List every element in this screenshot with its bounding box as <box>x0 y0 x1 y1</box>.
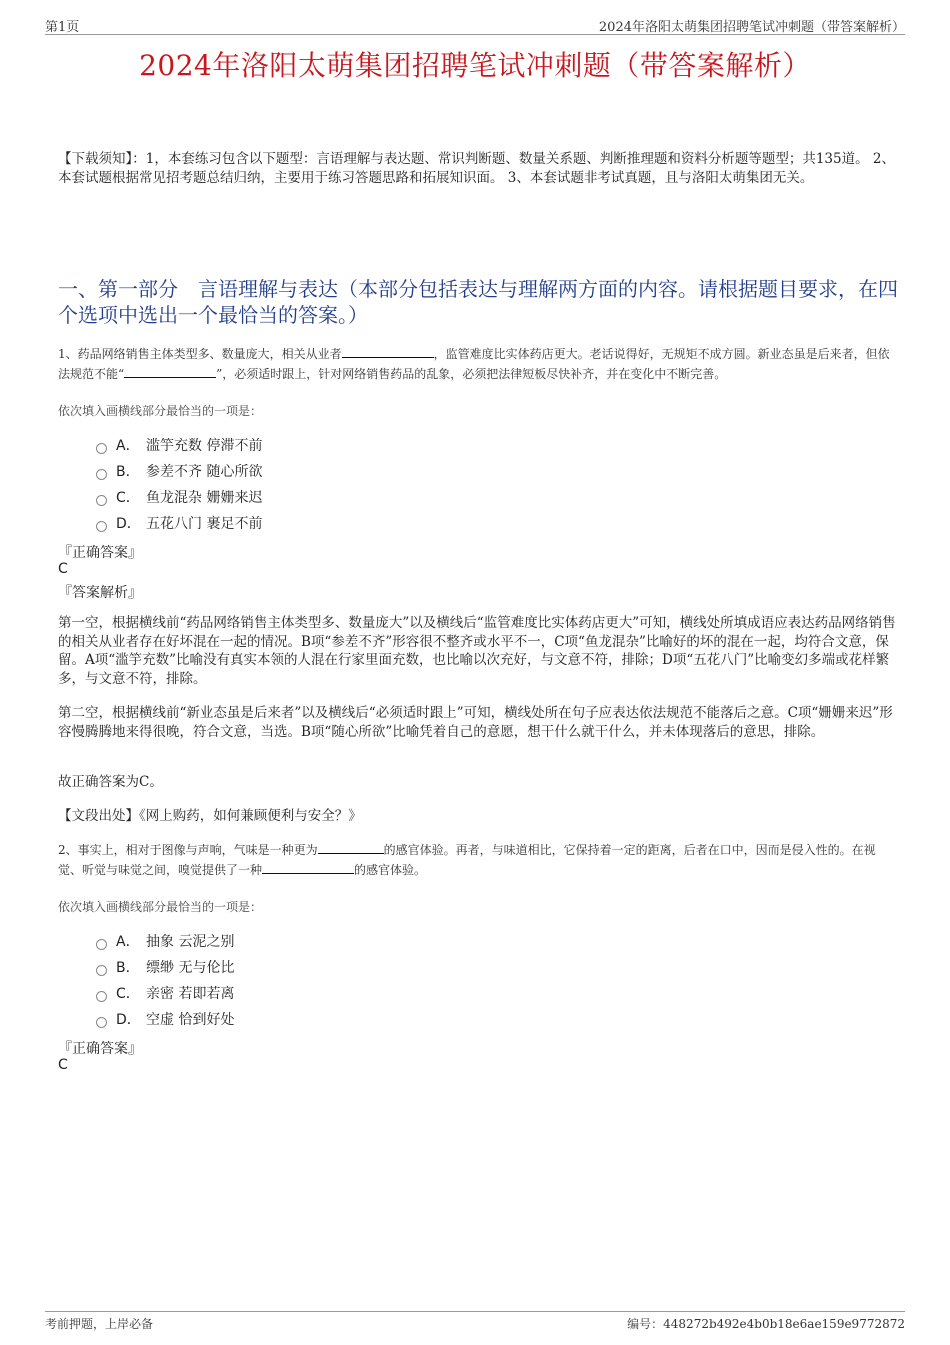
header-doc-title: 2024年洛阳太萌集团招聘笔试冲刺题（带答案解析） <box>598 20 905 35</box>
correct-answer: C <box>58 561 68 577</box>
option-c[interactable]: C． 鱼龙混杂 姗姗来迟 <box>96 484 262 510</box>
radio-button[interactable] <box>96 469 107 480</box>
correct-answer: C <box>58 1057 68 1073</box>
option-a[interactable]: A． 滥竽充数 停滞不前 <box>96 432 262 458</box>
radio-button[interactable] <box>96 991 107 1002</box>
section-heading: 一、第一部分 言语理解与表达（本部分包括表达与理解两方面的内容。请根据题目要求，在四个选项中选出一个最恰当的答案。） <box>58 277 898 327</box>
page-footer <box>45 1311 905 1331</box>
option-b[interactable]: B． 缥缈 无与伦比 <box>96 954 234 980</box>
footer-slogan: 考前押题，上岸必备 <box>45 1317 154 1331</box>
question-2-text: 2、事实上，相对于图像与声响，气味是一种更为 的感官体验。再者，与味道相比，它保持着一定的距离，后者在口中，因而是侵入性的。在视觉、听觉与味觉之间，嗅觉提供了一种 的感官体验。 <box>58 843 876 877</box>
option-a[interactable]: A． 抽象 云泥之别 <box>96 928 234 954</box>
page-header <box>45 14 905 35</box>
document-id: 编号：448272b492e4b0b18e6ae159e9772872 <box>627 1317 905 1331</box>
question-2-options <box>96 928 234 1032</box>
question-1-options <box>96 432 262 536</box>
analysis-paragraph-1: 第一空，根据横线前“药品网络销售主体类型多、数量庞大”以及横线后“监管难度比实体药店更大”可知，横线处所填成语应表达药品网络销售的相关从业者存在好坏混在一起的情况。B项“参差不齐”形容很不整齐或水平不一，C项“鱼龙混杂”比喻好的坏的混在一起，均符合文意，保留。A项“滥竽充数”比喻没有真实本领的人混在行家里面充数，也比喻以次充好，与文意不符，排除；D项“五花八门”比喻变幻多端或花样繁多，与文意不符，排除。 <box>58 615 896 687</box>
answer-blank <box>342 345 434 358</box>
source-citation: 【文段出处】《网上购药，如何兼顾便利与安全？》 <box>58 808 362 824</box>
option-c[interactable]: C． 亲密 若即若离 <box>96 980 234 1006</box>
page-number: 第1页 <box>45 20 80 35</box>
correct-answer-label: 『正确答案』 <box>58 1041 142 1057</box>
answer-blank <box>124 365 216 378</box>
radio-button[interactable] <box>96 965 107 976</box>
question-1-prompt: 依次填入画横线部分最恰当的一项是： <box>58 404 263 418</box>
radio-button[interactable] <box>96 1017 107 1028</box>
option-d[interactable]: D． 五花八门 裹足不前 <box>96 510 262 536</box>
correct-answer-label: 『正确答案』 <box>58 545 142 561</box>
answer-blank <box>318 841 384 854</box>
option-d[interactable]: D． 空虚 恰到好处 <box>96 1006 234 1032</box>
radio-button[interactable] <box>96 495 107 506</box>
option-b[interactable]: B． 参差不齐 随心所欲 <box>96 458 262 484</box>
question-2-prompt: 依次填入画横线部分最恰当的一项是： <box>58 900 263 914</box>
download-notice: 【下载须知】：1，本套练习包含以下题型：言语理解与表达题、常识判断题、数量关系题、判断推理题和资料分析题等题型；共135道。 2、本套试题根据常见招考题总结归纳，主要用于练习答题思路和拓展知识面。 3、本套试题非考试真题，且与洛阳太萌集团无关。 <box>58 151 895 186</box>
analysis-paragraph-2: 第二空，根据横线前“新业态虽是后来者”以及横线后“必须适时跟上”可知，横线处所在句子应表达依法规范不能落后之意。C项“姗姗来迟”形容慢腾腾地来得很晚，符合文意，当选。B项“随心所欲”比喻凭着自己的意愿，想干什么就干什么，并未体现落后的意思，排除。 <box>58 705 893 740</box>
analysis-conclusion: 故正确答案为C。 <box>58 774 163 790</box>
radio-button[interactable] <box>96 939 107 950</box>
page-title: 2024年洛阳太萌集团招聘笔试冲刺题（带答案解析） <box>139 49 811 82</box>
radio-button[interactable] <box>96 443 107 454</box>
answer-blank <box>262 861 354 874</box>
question-1-text: 1、药品网络销售主体类型多、数量庞大，相关从业者 ，监管难度比实体药店更大。老话说得好，无规矩不成方圆。新业态虽是后来者，但依法规范不能“ ”，必须适时跟上，针对网络销售药品的乱象，必须把法律短板尽快补齐，并在变化中不断完善。 <box>58 347 890 381</box>
analysis-label: 『答案解析』 <box>58 585 142 601</box>
radio-button[interactable] <box>96 521 107 532</box>
